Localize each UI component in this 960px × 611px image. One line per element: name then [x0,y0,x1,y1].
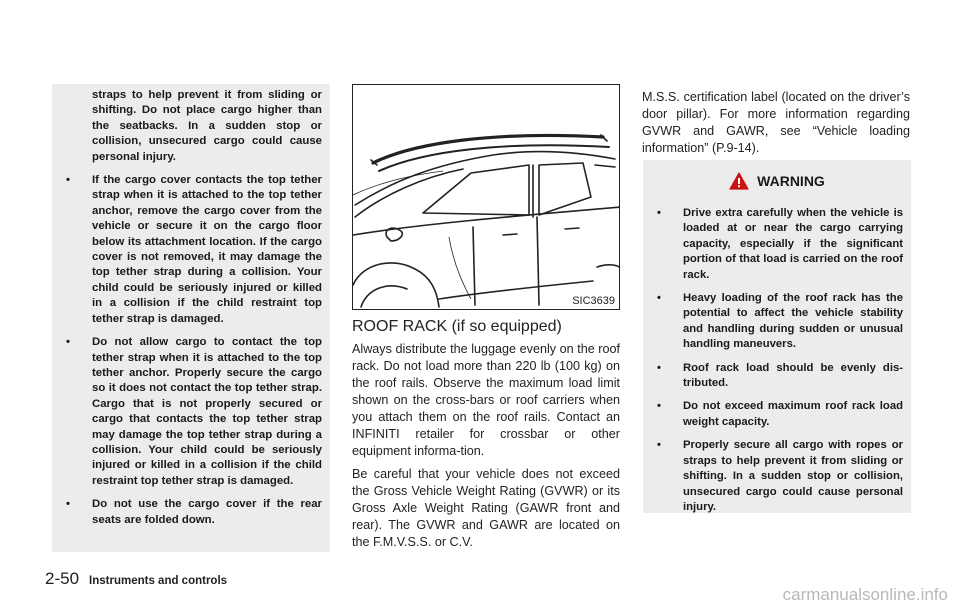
page-number: 2-50 [45,569,80,588]
caution-bullet [56,173,322,327]
figure-label: SIC3639 [572,295,615,307]
vehicle-roof-rack-illustration [353,85,620,310]
warning-bullet [647,438,903,515]
bullet-dot: • [66,498,70,511]
watermark: carmanualsonline.info [782,585,948,604]
bullet-dot: • [66,174,70,187]
body-paragraph: M.S.S. certification label (located on the driver’s door pillar). For more information regarding GVWR and GAWR, see “Vehicle loading information” (P.9-14). [642,90,910,155]
caution-text [56,88,322,536]
page-footer [45,569,227,589]
warning-box [643,160,911,513]
warning-bullet-text: Roof rack load should be evenly dis-tributed. [683,361,903,390]
body-paragraph: Be careful that your vehicle does not exceed the Gross Vehicle Weight Rating (GVWR) or its Gross Axle Weight Rating (GAWR front and rear). The GVWR and GAWR are located on the F.M.V.S.S. or C.V. [352,467,620,549]
warning-list [647,206,903,523]
warning-bullet [647,361,903,392]
caution-bullet [56,335,322,489]
caution-bullet-text: Do not allow cargo to contact the top tether strap when it is attached to the top tether anchor. Properly secure the cargo so it does not contact the top tether strap. Cargo that is not properly secured or cargo that contacts the top tether strap may damage the top tether strap during a collision. Your child could be seriously injured or killed in a collision if the child restraint top tether strap is damaged. [92,336,322,487]
warning-bullet [647,399,903,430]
warning-bullet-text: Drive extra carefully when the vehicle is loaded at or near the cargo carrying capacity, especially if the significant portion of that load is carried on the roof rack. [683,207,903,281]
caution-lead-text: straps to help prevent it from sliding or shifting. Do not place cargo higher than the seatbacks. In a sudden stop or collision, unsecured cargo could cause personal injury. [92,89,322,163]
warning-triangle-icon [729,172,749,190]
bullet-dot: • [657,439,661,452]
body-paragraph: Always distribute the luggage evenly on the roof rack. Do not load more than 220 lb (100 kg) on the roof rails. Observe the maximum load limit shown on the cross-bars or roof carriers when you attach them on the roof rails. Contact an INFINITI retailer for crossbar or other equipment informa-tion. [352,342,620,458]
warning-bullet-text: Properly secure all cargo with ropes or straps to help prevent it from sliding or shifting. In a sudden stop or collision, unsecured cargo could cause personal injury. [683,439,903,513]
right-column-text [642,89,910,163]
warning-title: WARNING [757,173,825,189]
warning-header [643,172,911,190]
section-body [352,341,620,557]
caution-bullet-text: If the cargo cover contacts the top tether strap when it is attached to the top tether anchor, remove the cargo cover from the vehicle or secure it on the cargo floor below its attachment location. If the cargo cover is not removed, it may damage the top tether strap during a collision. Your child could be seriously injured or killed in a collision if the child restraint top tether strap is damaged. [92,174,322,325]
bullet-dot: • [657,361,661,374]
bullet-dot: • [657,292,661,305]
warning-bullet-text: Heavy loading of the roof rack has the potential to affect the vehicle stability and handling during sudden or unusual handling maneuvers. [683,292,903,351]
warning-bullet [647,206,903,283]
page-section-name: Instruments and controls [89,575,228,587]
warning-bullet-text: Do not exceed maximum roof rack load weight capacity. [683,400,903,428]
warning-bullet [647,291,903,353]
bullet-dot: • [657,207,661,219]
caution-bullet-text: Do not use the cargo cover if the rear seats are folded down. [92,498,322,526]
roof-rack-figure [352,84,620,310]
caution-bullet [56,497,322,528]
bullet-dot: • [657,400,661,413]
bullet-dot: • [66,336,70,349]
section-title: ROOF RACK (if so equipped) [352,318,562,335]
